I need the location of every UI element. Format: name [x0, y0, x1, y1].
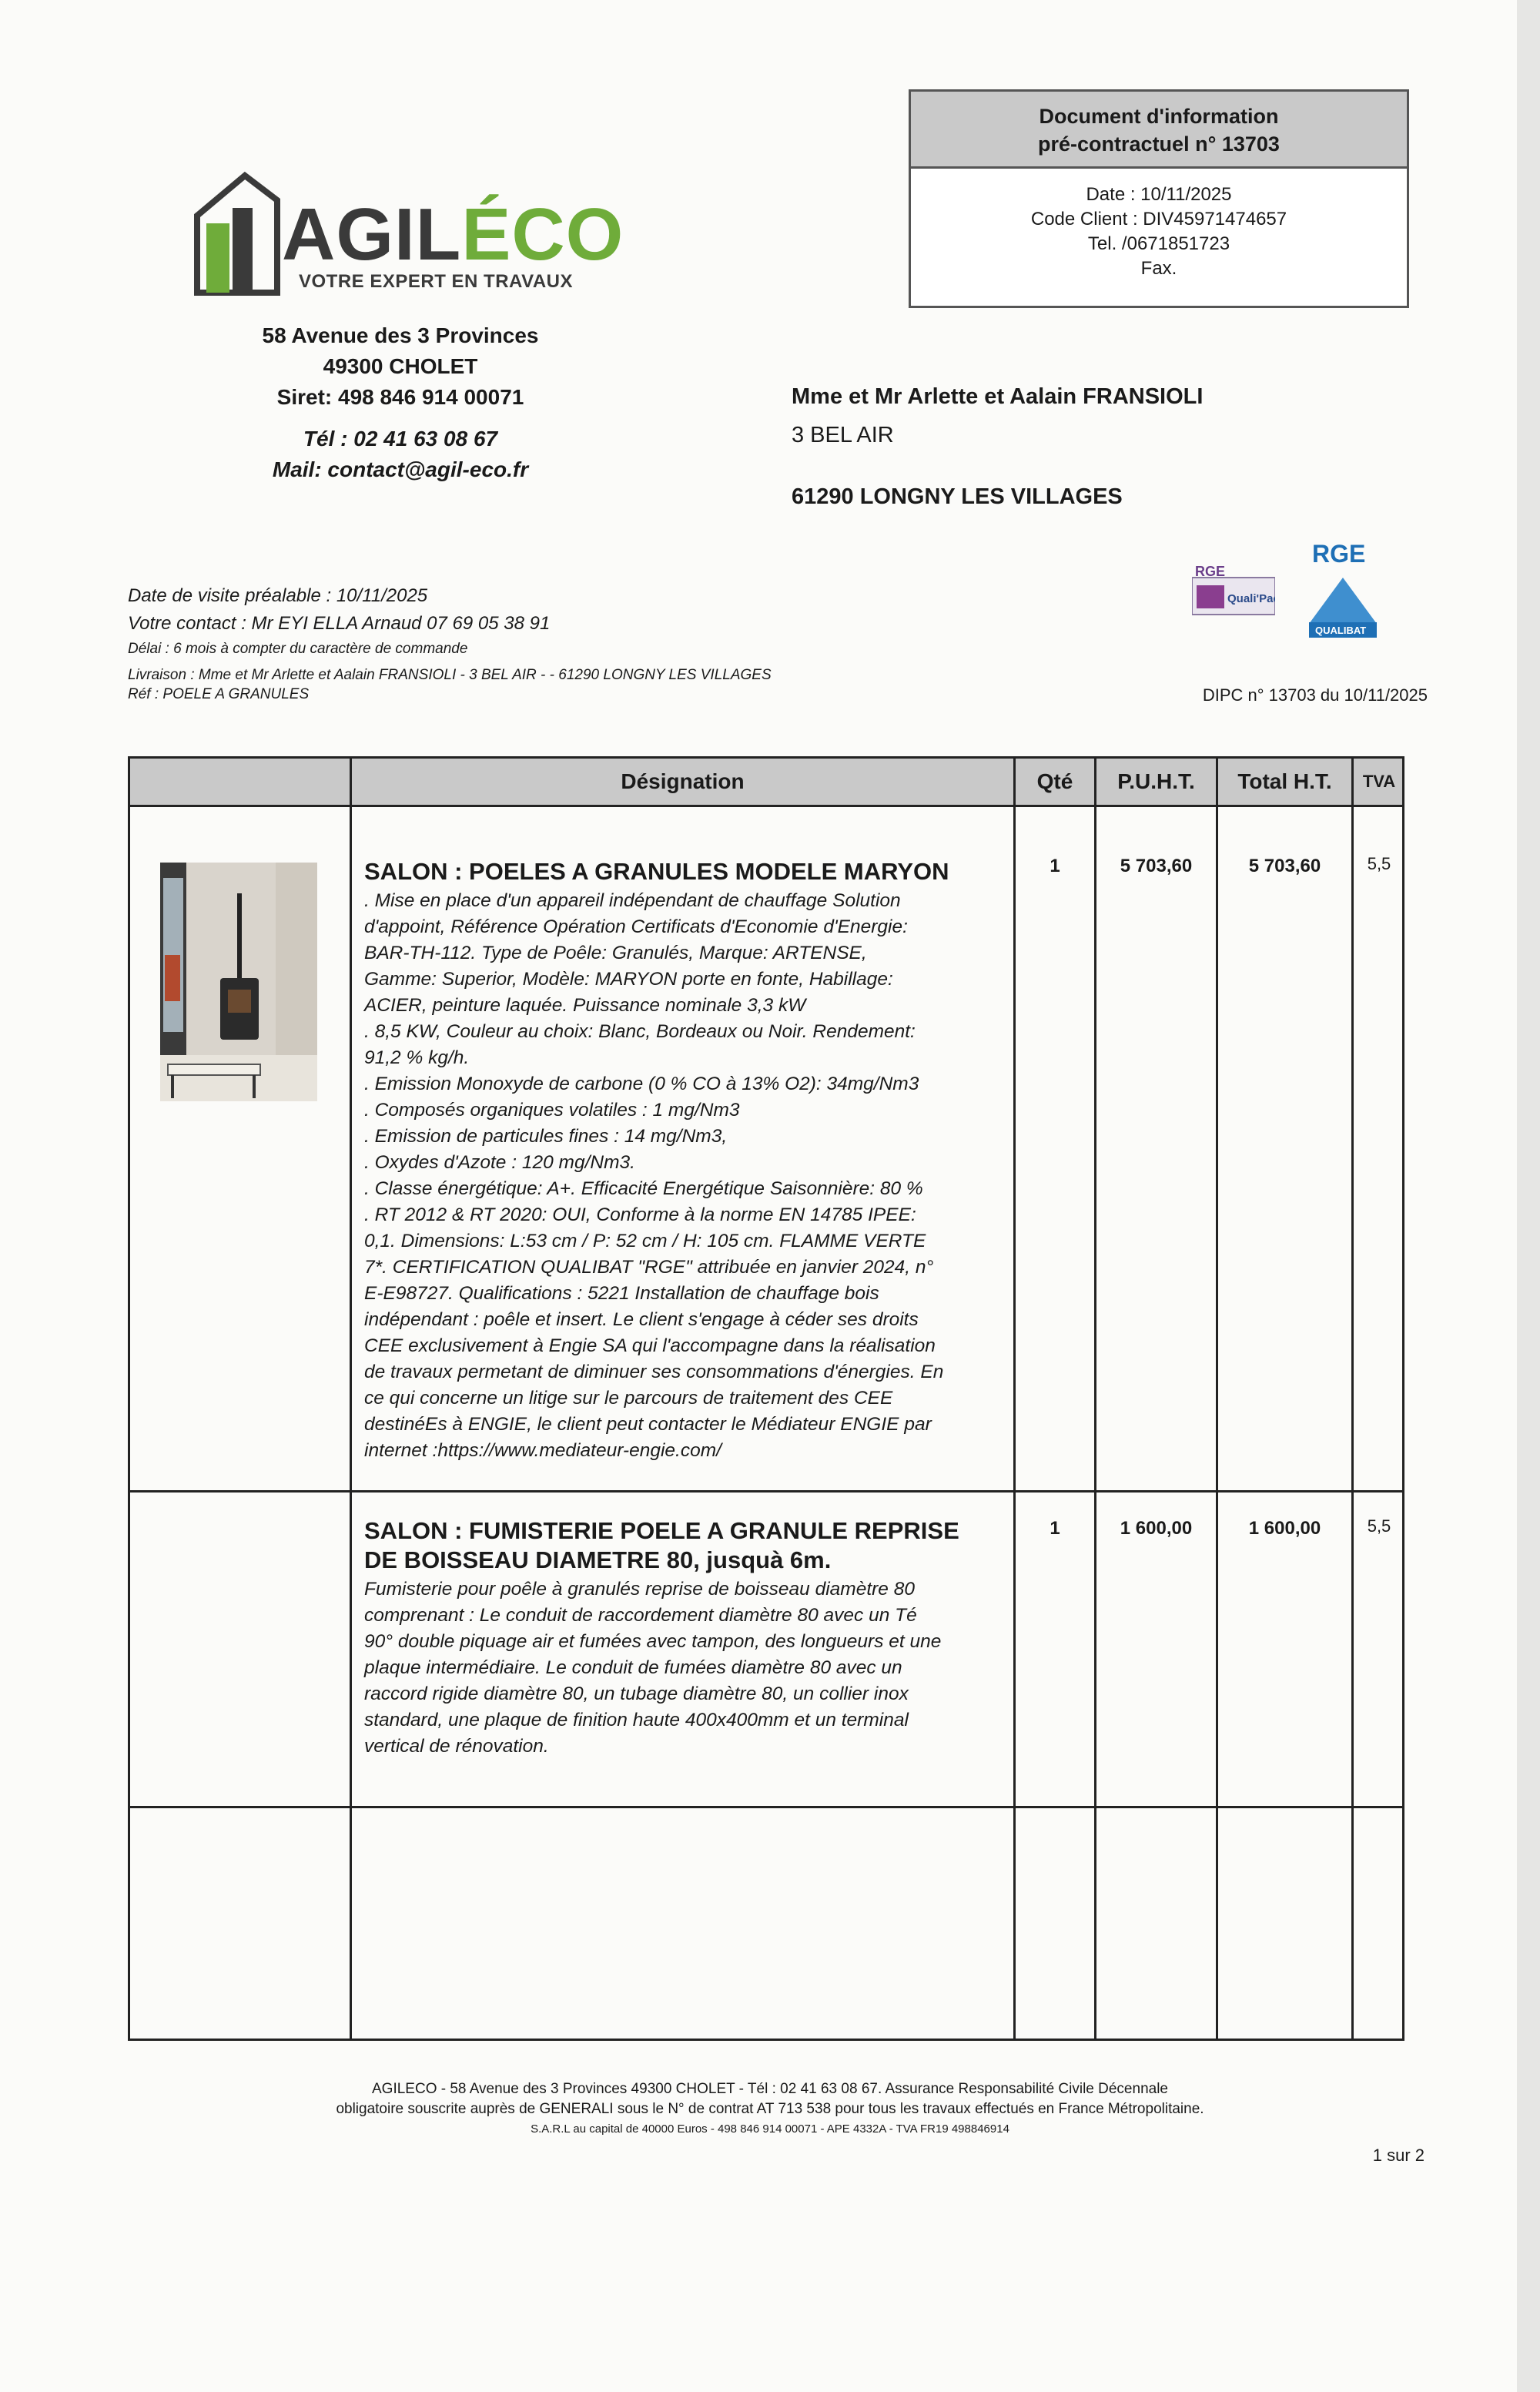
row2-line: 90° double piquage air et fumées avec tampon, des longueurs et une — [364, 1631, 942, 1652]
row1-line: ACIER, peinture laquée. Puissance nominale 3,3 kW — [364, 995, 806, 1016]
row1-line: . Mise en place d'un appareil indépendant de chauffage Solution — [364, 890, 901, 911]
row1-line: Gamme: Superior, Modèle: MARYON porte en fonte, Habillage: — [364, 969, 893, 990]
row1-line: internet :https://www.mediateur-engie.com/ — [364, 1440, 721, 1461]
brand-main: AGIL — [282, 193, 462, 276]
company-logo — [191, 169, 624, 300]
row1-line: ce qui concerne un litige sur le parcours de traitement des CEE — [364, 1388, 893, 1409]
row1-line: . Emission de particules fines : 14 mg/Nm3, — [364, 1126, 728, 1147]
row1-line: destinéEs à ENGIE, le client peut contacter le Médiateur ENGIE par — [364, 1414, 932, 1435]
document-title-line1: Document d'information — [1039, 105, 1279, 128]
client-city: 61290 LONGNY LES VILLAGES — [792, 484, 1123, 509]
row-divider-2 — [130, 1806, 1402, 1808]
footer-line2: obligatoire souscrite auprès de GENERALI sous le N° de contrat AT 713 538 pour tous les travaux effectués en France Métropolitaine. — [336, 2101, 1204, 2117]
row1-line: BAR-TH-112. Type de Poêle: Granulés, Marque: ARTENSE, — [364, 943, 867, 963]
footer-line3: S.A.R.L au capital de 40000 Euros - 498 846 914 00071 - APE 4332A - TVA FR19 498846914 — [531, 2122, 1009, 2136]
row1-line: d'appoint, Référence Opération Certificats d'Economie d'Energie: — [364, 916, 908, 937]
client-fax: Fax. — [1140, 258, 1177, 279]
company-address2: 49300 CHOLET — [323, 354, 478, 378]
header-quantity: Qté — [1036, 769, 1073, 793]
footer — [223, 2079, 1317, 2139]
column-divider-3 — [1094, 759, 1096, 2039]
row2-line: standard, une plaque de finition haute 400x400mm et un terminal — [364, 1710, 909, 1730]
company-address-block — [239, 320, 562, 485]
visit-info-block — [128, 582, 772, 704]
page-number: 1 sur 2 — [1372, 2146, 1424, 2165]
row2-line: vertical de rénovation. — [364, 1736, 549, 1757]
row1-line: . Emission Monoxyde de carbone (0 % CO à 13% O2): 34mg/Nm3 — [364, 1074, 919, 1094]
company-phone: Tél : 02 41 63 08 67 — [303, 427, 498, 451]
row1-description — [364, 888, 1011, 1464]
row1-line: . Classe énergétique: A+. Efficacité Energétique Saisonnière: 80 % — [364, 1178, 923, 1199]
document-info-body — [911, 169, 1407, 281]
client-street: 3 BEL AIR — [792, 423, 894, 447]
row1-line: . Oxydes d'Azote : 120 mg/Nm3. — [364, 1152, 635, 1173]
qualibat-rge-label: RGE — [1312, 540, 1366, 568]
quote-table — [128, 756, 1404, 2041]
row2-quantity: 1 — [1050, 1518, 1060, 1539]
qualibat-label: QUALIBAT — [1315, 625, 1367, 636]
document-date: Date : 10/11/2025 — [1086, 184, 1232, 205]
column-divider-2 — [1013, 759, 1016, 2039]
row1-tva: 5,5 — [1367, 854, 1391, 873]
row1-line: . 8,5 KW, Couleur au choix: Blanc, Bordeaux ou Noir. Rendement: — [364, 1021, 916, 1042]
page-edge-shadow — [1517, 0, 1540, 2392]
header-tva: TVA — [1362, 772, 1396, 791]
client-address-block — [792, 377, 1203, 516]
row2-total-ht: 1 600,00 — [1248, 1518, 1321, 1539]
brand-accent: ÉCO — [461, 193, 624, 276]
client-code: Code Client : DIV45971474657 — [1030, 209, 1287, 229]
visit-delivery: Livraison : Mme et Mr Arlette et Aalain FRANSIOLI - 3 BEL AIR - - 61290 LONGNY LES VILLAGES — [128, 667, 772, 683]
footer-line1: AGILECO - 58 Avenue des 3 Provinces 49300 CHOLET - Tél : 02 41 63 08 67. Assurance Responsabilité Civile Décennale — [372, 2081, 1168, 2097]
row1-total-ht: 5 703,60 — [1248, 856, 1321, 876]
row1-line: E-E98727. Qualifications : 5221 Installation de chauffage bois — [364, 1283, 879, 1304]
brand-tagline: VOTRE EXPERT EN TRAVAUX — [299, 271, 573, 292]
company-address1: 58 Avenue des 3 Provinces — [262, 323, 539, 347]
visit-contact: Votre contact : Mr EYI ELLA Arnaud 07 69 05 38 91 — [128, 613, 551, 634]
dipc-reference: DIPC n° 13703 du 10/11/2025 — [1202, 685, 1428, 705]
visit-date: Date de visite préalable : 10/11/2025 — [128, 585, 428, 606]
row-divider-1 — [130, 1490, 1402, 1492]
row2-line: plaque intermédiaire. Le conduit de fumées diamètre 80 avec un — [364, 1657, 902, 1678]
visit-delay: Délai : 6 mois à compter du caractère de commande — [128, 641, 468, 657]
visit-reference: Réf : POELE A GRANULES — [128, 686, 310, 702]
qualipac-rge-label: RGE — [1195, 564, 1226, 579]
row2-line: Fumisterie pour poêle à granulés reprise de boisseau diamètre 80 — [364, 1579, 915, 1600]
column-divider-1 — [350, 759, 352, 2039]
row2-unit-price: 1 600,00 — [1120, 1518, 1193, 1539]
document-title-line2: pré-contractuel n° 13703 — [1038, 132, 1280, 156]
row1-line: . Composés organiques volatiles : 1 mg/Nm3 — [364, 1100, 740, 1121]
row2-description — [364, 1576, 1011, 1760]
document-info-header — [911, 92, 1407, 169]
house-logo-icon — [191, 169, 283, 300]
header-divider — [130, 805, 1402, 807]
client-name: Mme et Mr Arlette et Aalain FRANSIOLI — [792, 384, 1204, 409]
row1-line: 0,1. Dimensions: L:53 cm / P: 52 cm / H: 105 cm. FLAMME VERTE — [364, 1231, 926, 1251]
row1-line: de travaux permetant de diminuer ses consommations d'énergies. En — [364, 1362, 944, 1382]
column-divider-5 — [1351, 759, 1354, 2039]
company-siret: Siret: 498 846 914 00071 — [276, 385, 524, 409]
row2-tva: 5,5 — [1367, 1516, 1391, 1536]
row1-line: indépendant : poêle et insert. Le client s'engage à céder ses droits — [364, 1309, 919, 1330]
column-divider-4 — [1216, 759, 1218, 2039]
row1-line: CEE exclusivement à Engie SA qui l'accompagne dans la réalisation — [364, 1335, 936, 1356]
header-unit-price: P.U.H.T. — [1117, 769, 1195, 793]
row1-quantity: 1 — [1050, 856, 1060, 876]
row1-line: . RT 2012 & RT 2020: OUI, Conforme à la norme EN 14785 IPEE: — [364, 1204, 916, 1225]
row2-line: raccord rigide diamètre 80, un tubage diamètre 80, un collier inox — [364, 1683, 909, 1704]
brand-name — [282, 193, 624, 277]
header-designation: Désignation — [621, 769, 745, 793]
row1-unit-price: 5 703,60 — [1120, 856, 1193, 876]
company-mail: Mail: contact@agil-eco.fr — [272, 457, 529, 481]
document-info-box — [909, 89, 1409, 308]
row2-title-line1: SALON : FUMISTERIE POELE A GRANULE REPRISE — [364, 1517, 959, 1544]
row2-line: comprenant : Le conduit de raccordement diamètre 80 avec un Té — [364, 1605, 917, 1626]
row1-line: 91,2 % kg/h. — [364, 1047, 470, 1068]
rge-qualipac-badge — [1192, 562, 1275, 619]
header-total-ht: Total H.T. — [1237, 769, 1332, 793]
pellet-stove-photo — [160, 863, 317, 1101]
row1-line: 7*. CERTIFICATION QUALIBAT "RGE" attribuée en janvier 2024, n° — [364, 1257, 934, 1278]
row2-title-line2: DE BOISSEAU DIAMETRE 80, jusquà 6m. — [364, 1546, 832, 1573]
client-phone: Tel. /0671851723 — [1087, 233, 1230, 254]
row1-title: SALON : POELES A GRANULES MODELE MARYON — [364, 858, 949, 885]
rge-qualibat-badge — [1301, 539, 1384, 639]
qualipac-label: Quali'Pac — [1227, 592, 1275, 605]
